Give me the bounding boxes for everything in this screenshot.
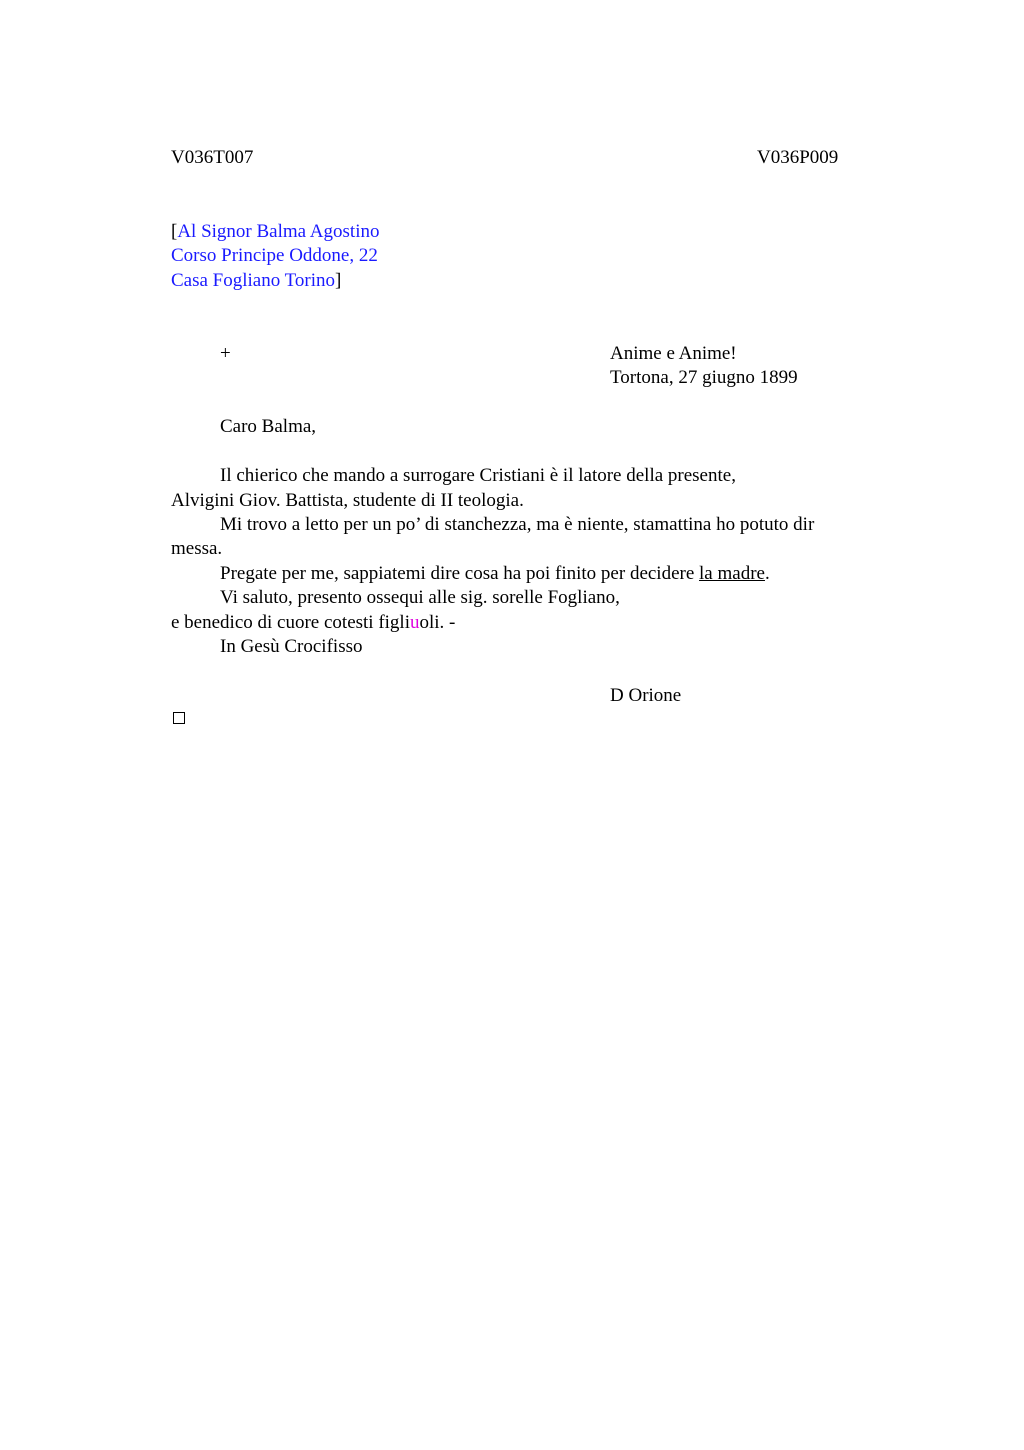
document-code-left: V036T007 — [171, 147, 254, 168]
paragraph-2-line-2: messa. — [171, 538, 223, 559]
paragraph-2-line-1: Mi trovo a letto per un po’ di stanchezza, ma è niente, stamattina ho potuto dir — [220, 514, 815, 535]
paragraph-3-end: . — [764, 563, 770, 584]
address-recipient: Al Signor Balma Agostino — [177, 221, 380, 242]
address-city: Casa Fogliano Torino — [171, 270, 336, 291]
address-close-bracket: ] — [335, 270, 342, 291]
paragraph-3-text: Pregate per me, sappiatemi dire cosa ha poi finito per decidere — [220, 563, 700, 584]
closing-line: In Gesù Crocifisso — [220, 636, 363, 657]
address-line-3 — [171, 269, 341, 293]
paragraph-1-line-2: Alvigini Giov. Battista, studente di II teologia. — [171, 490, 524, 511]
paragraph-4-line-1: Vi saluto, presento ossequi alle sig. sorelle Fogliano, — [220, 587, 620, 608]
document-code-right: V036P009 — [757, 147, 839, 168]
paragraph-3 — [220, 562, 770, 586]
paragraph-1-line-1: Il chierico che mando a surrogare Cristiani è il latore della presente, — [220, 465, 736, 486]
paragraph-4-text-a: e benedico di cuore cotesti figli — [171, 612, 410, 633]
address-line-2: Corso Principe Oddone, 22 — [171, 245, 378, 266]
paragraph-4-line-2 — [171, 611, 455, 635]
square-marker-icon — [173, 712, 185, 724]
paragraph-4-text-b: oli. - — [419, 612, 456, 633]
highlighted-letter: u — [410, 612, 420, 633]
address-open-bracket: [ — [171, 221, 178, 242]
salutation: Caro Balma, — [220, 416, 317, 437]
address-line-1 — [171, 220, 379, 244]
place-date: Tortona, 27 giugno 1899 — [610, 367, 798, 388]
underlined-phrase: la madre — [699, 563, 765, 584]
cross-symbol: + — [220, 343, 231, 364]
signature: D Orione — [610, 685, 682, 706]
motto: Anime e Anime! — [610, 343, 737, 364]
